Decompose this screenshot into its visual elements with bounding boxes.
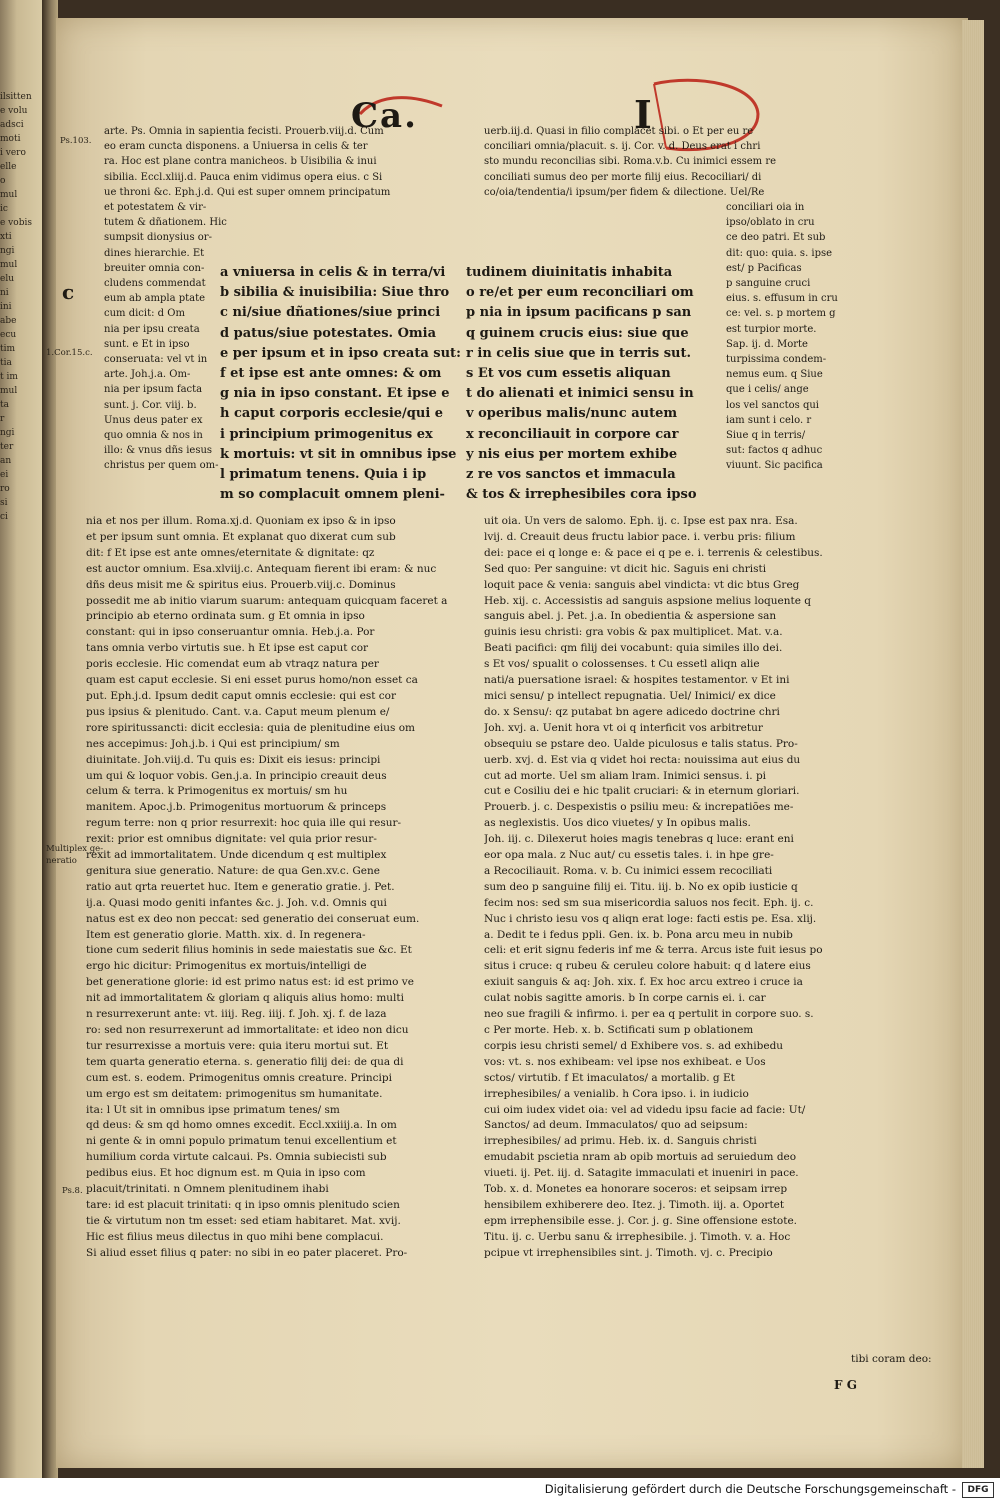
gloss-line: epm irrephensibile esse. j. Cor. j. g. Sine offensione estote.	[484, 1214, 797, 1227]
gloss-line: ratio aut qrta reuertet huc. Item e generatio gratie. j. Pet.	[86, 880, 395, 893]
gloss-line: Sap. ij. d. Morte	[726, 338, 808, 350]
left-page-line: tia	[0, 358, 12, 368]
left-page-line: t im	[0, 372, 18, 382]
left-page-line: tim	[0, 344, 16, 354]
gloss-line: genitura siue generatio. Nature: de qua Gen.xv.c. Gene	[86, 864, 380, 877]
scripture-line: k mortuis: vt sit in omnibus ipse	[220, 446, 457, 462]
gloss-line: sunt. e Et in ipso	[104, 338, 190, 350]
left-page-text	[0, 90, 42, 524]
gloss-line: conseruata: vel vt in	[104, 354, 208, 366]
gloss-line: poris ecclesie. Hic comendat eum ab vtraqz natura per	[86, 658, 379, 671]
gloss-line: sumpsit dionysius or-	[104, 232, 212, 244]
gloss-line: sctos/ virtutib. f Et imaculatos/ a mortalib. g Et	[484, 1071, 735, 1084]
gloss-line: Joh. iij. c. Dilexerut hoies magis tenebras q luce: erant eni	[484, 833, 794, 846]
gloss-line: fecim nos: sed sm sua misericordia saluos nos fecit. Eph. ij. c.	[484, 896, 814, 909]
gloss-line: ce deo patri. Et sub	[726, 232, 826, 244]
scripture-line: z re vos sanctos et immacula	[466, 467, 676, 483]
page-edges	[962, 20, 984, 1468]
gloss-line: christus per quem om-	[104, 460, 219, 472]
gloss-line: possedit me ab initio viarum suarum: antequam quicquam faceret a	[86, 594, 448, 607]
scripture-line: g nia in ipso constant. Et ipse e	[220, 386, 450, 402]
gloss-line: regum terre: non q prior resurrexit: hoc quia ille qui resur-	[86, 817, 402, 830]
gloss-line: sibilia. Eccl.xliij.d. Pauca enim vidimus opera eius. c Si	[104, 171, 383, 183]
scripture-line: b sibilia & inuisibilia: Siue thro	[220, 285, 450, 301]
left-page-line: si	[0, 498, 8, 508]
left-page-line: elu	[0, 274, 15, 284]
gloss-line: est turpior morte.	[726, 323, 817, 335]
gloss-line: dñs deus misit me & spiritus eius. Prouerb.viij.c. Dominus	[86, 578, 396, 591]
gloss-line: Beati pacifici: qm filij dei vocabunt: quia similes illo dei.	[484, 642, 783, 655]
scripture-line: f et ipse est ante omnes: & om	[220, 366, 442, 382]
gloss-line: sanguis abel. j. Pet. j.a. In obedientia & aspersione san	[484, 610, 777, 623]
gloss-line: tutem & dñationem. Hic	[104, 217, 227, 229]
gloss-line: cut ad morte. Uel sm aliam lram. Inimici sensus. i. pi	[484, 769, 767, 782]
gloss-line: neo sue fragili & infirmo. i. per ea q pertulit in corpore suo. s.	[484, 1008, 814, 1021]
left-page-line: ta	[0, 400, 9, 410]
gloss-line: conciliari omnia/placuit. s. ij. Cor. v. d. Deus erat i chri	[484, 141, 761, 153]
gloss-line: et potestatem & vir-	[104, 202, 207, 214]
gloss-line: tione cum sederit filius hominis in sede maiestatis sue &c. Et	[86, 944, 412, 957]
book-page	[46, 18, 968, 1468]
left-page-line: o	[0, 176, 6, 186]
scripture-line: a vniuersa in celis & in terra/vi	[220, 265, 446, 280]
left-page-line: ro	[0, 484, 10, 494]
scripture-line: d patus/siue potestates. Omia	[220, 325, 437, 341]
gloss-line: corpis iesu christi semel/ d Exhibere vos. s. ad exhibedu	[484, 1039, 784, 1052]
scripture-line: v operibus malis/nunc autem	[466, 406, 678, 422]
gloss-line: guinis iesu christi: gra vobis & pax multiplicet. Mat. v.a.	[484, 626, 783, 639]
gloss-line: viueti. ij. Pet. iij. d. Satagite immaculati et inueniri in pace.	[484, 1167, 799, 1180]
left-page-line: r	[0, 414, 5, 424]
gloss-line: breuiter omnia con-	[104, 262, 205, 274]
gloss-line: cludens commendat	[104, 278, 206, 290]
gloss-line: eo eram cuncta disponens. a Uniuersa in celis & ter	[104, 141, 368, 153]
gloss-line: vos: vt. s. nos exhibeam: vel ipse nos exhibeat. e Uos	[484, 1055, 766, 1068]
gloss-line: celi: et erit signu federis inf me & terra. Arcus iste fuit iesus po	[484, 944, 823, 957]
gloss-line: illo: & vnus dñs iesus	[104, 445, 213, 457]
gloss-line: Unus deus pater ex	[104, 414, 203, 426]
left-page-line: xti	[0, 232, 12, 242]
gloss-line: co/oia/tendentia/i ipsum/per fidem & dilectione. Uel/Re	[484, 186, 765, 198]
gloss-line: bet generatione glorie: id est primo natus est: id est primo ve	[86, 976, 414, 989]
gloss-line: Nuc i christo iesu vos q aliqn erat loge: facti estis pe. Esa. xlij.	[484, 912, 817, 925]
gloss-line: quam est caput ecclesie. Si eni esset purus homo/non esset ca	[86, 674, 418, 687]
gloss-line: principio ab eterno ordinata sum. g Et omnia in ipso	[86, 610, 365, 623]
gloss-line: arte. Ps. Omnia in sapientia fecisti. Prouerb.viij.d. Cum	[104, 126, 384, 137]
gloss-line: que i celis/ ange	[726, 384, 809, 396]
left-page-line: ter	[0, 442, 14, 452]
scripture-line: c ni/siue dñationes/siue princi	[220, 305, 441, 321]
gloss-line: culat nobis sagitte amoris. b In corpe carnis ei. i. car	[484, 992, 766, 1005]
gloss-line: c Per morte. Heb. x. b. Sctificati sum p oblationem	[484, 1024, 754, 1036]
gloss-line: qd deus: & sm qd homo omnes excedit. Eccl.xxiiij.a. In om	[86, 1119, 397, 1132]
gloss-line: los vel sanctos qui	[726, 399, 819, 411]
gloss-line: turpissima condem-	[726, 354, 827, 366]
margin-note-corinthians: 1.Cor.15.c.	[46, 348, 93, 358]
left-page-line: ic	[0, 204, 8, 214]
gloss-line: ergo hic dicitur: Primogenitus ex mortuis/intelligi de	[86, 960, 367, 973]
gloss-line: cui oim iudex videt oia: vel ad videdu ipsu facie ad facie: Ut/	[484, 1103, 806, 1116]
gloss-line: constant: qui in ipso conseruantur omnia. Heb.j.a. Por	[86, 626, 375, 639]
gloss-line: arte. Joh.j.a. Om-	[104, 369, 191, 381]
gloss-line: uerb.iij.d. Quasi in filio complacet sibi. o Et per eu re	[484, 126, 754, 137]
gloss-line: dit: f Et ipse est ante omnes/eternitate & dignitate: qz	[86, 546, 375, 559]
gloss-line: ce: vel. s. p mortem g	[726, 308, 836, 320]
margin-note-generatio: neratio	[46, 856, 77, 866]
gloss-line: natus est ex deo non peccat: sed generatio dei conseruat eum.	[86, 912, 420, 925]
left-page-line: ngi	[0, 428, 15, 438]
gloss-line: ra. Hoc est plane contra manicheos. b Uisibilia & inui	[104, 156, 377, 168]
left-page-line: e volu	[0, 106, 28, 116]
left-page-line: ni	[0, 288, 9, 298]
left-gloss-bottom	[86, 514, 516, 1262]
gloss-line: manitem. Apoc.j.b. Primogenitus mortuorum & princeps	[86, 801, 387, 814]
footer-bar	[0, 1478, 1000, 1501]
last-line-tail: tibi coram deo:	[851, 1353, 932, 1365]
gloss-line: a. Dedit te i fedus ppli. Gen. ix. b. Pona arcu meu in nubib	[484, 928, 793, 941]
left-page-line: i vero	[0, 148, 26, 158]
gloss-line: exiuit sanguis & aq: Joh. xix. f. Ex hoc arcu extreo i cruce ia	[484, 976, 803, 989]
gloss-line: obsequiu se pstare deo. Ualde piculosus e talis status. Pro-	[484, 737, 798, 750]
gloss-line: ni gente & in omni populo primatum tenui excellentium et	[86, 1135, 397, 1148]
gloss-line: irrephesibiles/ ad primu. Heb. ix. d. Sanguis christi	[484, 1135, 757, 1148]
left-page-line: elle	[0, 162, 17, 172]
gloss-line: eum ab ampla ptate	[104, 293, 206, 305]
scripture-line: r in celis siue que in terris sut.	[466, 345, 692, 361]
gloss-line: ita: l Ut sit in omnibus ipse primatum tenes/ sm	[86, 1103, 340, 1116]
scripture-line: l primatum tenens. Quia i ip	[220, 467, 427, 483]
right-gloss-top	[484, 124, 954, 200]
scripture-line: s Et vos cum essetis aliquan	[466, 366, 671, 382]
gloss-line: est/ p Pacificas	[726, 262, 802, 274]
gloss-line: ipso/oblato in cru	[726, 217, 815, 229]
gloss-line: nia et nos per illum. Roma.xj.d. Quoniam ex ipso & in ipso	[86, 515, 396, 527]
gloss-line: sunt. j. Cor. viij. b.	[104, 399, 197, 411]
gloss-line: rexit: prior est omnibus dignitate: vel quia prior resur-	[86, 833, 377, 846]
left-page-fragment	[0, 0, 42, 1478]
margin-note-psalm: Ps.103.	[60, 136, 92, 146]
gloss-line: nia per ipsum facta	[104, 384, 203, 396]
gloss-line: humilium corda virtute calcaui. Ps. Omnia subiecisti sub	[86, 1151, 387, 1164]
right-gloss-side	[726, 200, 861, 474]
scripture-line: o re/et per eum reconciliari om	[466, 285, 694, 301]
gloss-line: et per ipsum sunt omnia. Et explanat quo dixerat cum sub	[86, 530, 396, 543]
chapter-number: I	[634, 92, 652, 137]
gloss-line: Sed quo: Per sanguine: vt dicit hic. Saguis eni christi	[484, 562, 767, 575]
left-page-line: adsci	[0, 120, 24, 130]
gloss-line: uit oia. Un vers de salomo. Eph. ij. c. Ipse est pax nra. Esa.	[484, 515, 798, 527]
left-page-line: ci	[0, 512, 8, 522]
gloss-line: dit: quo: quia. s. ipse	[726, 247, 833, 259]
gloss-line: do. x Sensu/: qz putabat bn agere adicedo doctrine chri	[484, 705, 780, 718]
left-page-line: ei	[0, 470, 9, 480]
footer-credit: Digitalisierung gefördert durch die Deutsche Forschungsgemeinschaft -	[544, 1482, 956, 1496]
left-page-line: an	[0, 456, 12, 466]
gloss-line: a Recociliauit. Roma. v. b. Cu inimici essem recociliati	[484, 864, 773, 877]
scripture-line: q guinem crucis eius: siue que	[466, 325, 689, 341]
gloss-line: est auctor omnium. Esa.xlviij.c. Antequam fierent ibi eram: & nuc	[86, 562, 437, 575]
left-page-line: moti	[0, 134, 21, 144]
left-page-line: ecu	[0, 330, 17, 340]
gloss-line: dei: pace ei q longe e: & pace ei q pe e. i. terrenis & celestibus.	[484, 546, 823, 559]
scripture-line: m so complacuit omnem pleni-	[220, 487, 445, 503]
scripture-line: i principium primogenitus ex	[220, 426, 433, 442]
dfg-logo: DFG	[962, 1482, 994, 1498]
gloss-line: Titu. ij. c. Uerbu sanu & irrephesibile. j. Timoth. v. a. Hoc	[484, 1230, 791, 1243]
gloss-line: ij.a. Quasi modo geniti infantes &c. j. Joh. v.d. Omnis qui	[86, 896, 387, 909]
signature-mark: F G	[834, 1378, 857, 1392]
gloss-line: Siue q in terris/	[726, 430, 806, 442]
margin-note-multiplex: Multiplex ge-	[46, 844, 104, 854]
gloss-line: diuinitate. Joh.viij.d. Tu quis es: Dixit eis iesus: principi	[86, 753, 381, 766]
margin-letter-c: c	[62, 280, 75, 304]
gloss-line: nia per ipsu creata	[104, 323, 200, 335]
gloss-line: Prouerb. j. c. Despexistis o psiliu meu: & increpatiões me-	[484, 801, 794, 814]
gloss-line: um ergo est sm deitatem: primogenitus sm humanitate.	[86, 1087, 383, 1100]
gloss-line: lvij. d. Creauit deus fructu labior pace. i. verbu pris: filium	[484, 530, 796, 543]
left-page-line: ngi	[0, 246, 15, 256]
gloss-line: irrephesibiles/ a venialib. h Cora ipso. i. in iudicio	[484, 1087, 749, 1100]
gloss-line: tem quarta generatio eterna. s. generatio filij dei: de qua di	[86, 1055, 404, 1068]
gloss-line: placuit/trinitati. n Omnem plenitudinem ihabi	[86, 1183, 329, 1196]
gloss-line: nit ad immortalitatem & gloriam q aliquis alius homo: multi	[86, 992, 404, 1005]
gloss-line: rore spiritussancti: dicit ecclesia: quia de plenitudine eius om	[86, 721, 416, 734]
left-page-line: mul	[0, 386, 18, 396]
scripture-line: y nis eius per mortem exhibe	[466, 446, 678, 462]
gloss-line: uerb. xvj. d. Est via q videt hoi recta: nouissima aut eius du	[484, 753, 801, 766]
left-page-line: e vobis	[0, 218, 32, 228]
scripture-line: tudinem diuinitatis inhabita	[466, 265, 673, 280]
left-page-line: mul	[0, 190, 18, 200]
scripture-line: h caput corporis ecclesie/qui e	[220, 406, 444, 422]
gloss-line: quo omnia & nos in	[104, 430, 203, 442]
gloss-line: s Et vos/ spualit o colossenses. t Cu essetl aliqn alie	[484, 658, 760, 671]
gloss-line: conciliari oia in	[726, 202, 805, 213]
gloss-line: tur resurrexisse a mortuis vere: quia iteru mortui sut. Et	[86, 1039, 389, 1052]
gloss-line: sto mundu reconcilias sibi. Roma.v.b. Cu inimici essem re	[484, 156, 777, 168]
gloss-line: Si aliud esset filius q pater: no sibi in eo pater placeret. Pro-	[86, 1246, 408, 1259]
scripture-line: & tos & irrephesibiles cora ipso	[466, 487, 697, 503]
left-page-line: ini	[0, 302, 12, 312]
gloss-line: cut e Cosiliu dei e hic tpalit cruciari: & in eternum gloriari.	[484, 785, 800, 798]
scripture-line: t do alienati et inimici sensu in	[466, 386, 694, 402]
gloss-line: put. Eph.j.d. Ipsum dedit caput omnis ecclesie: qui est cor	[86, 689, 396, 702]
gloss-line: Sanctos/ ad deum. Immaculatos/ quo ad seipsum:	[484, 1119, 748, 1132]
gloss-line: Joh. xvj. a. Uenit hora vt oi q interficit vos arbitretur	[484, 721, 763, 734]
gloss-line: Hic est filius meus dilectus in quo mihi bene complacui.	[86, 1230, 384, 1243]
left-page-line: ilsitten	[0, 92, 32, 102]
left-page-line: abe	[0, 316, 17, 326]
gloss-line: pcipue vt irrephensibiles sint. j. Timoth. vj. c. Precipio	[484, 1246, 773, 1259]
gloss-line: conciliati sumus deo per morte filij eius. Recociliari/ di	[484, 171, 762, 183]
gloss-line: pus ipsius & plenitudo. Cant. v.a. Caput meum plenum e/	[86, 705, 390, 718]
gloss-line: Heb. xij. c. Accessistis ad sanguis aspsione melius loquente q	[484, 594, 811, 607]
gloss-line: rexit ad immortalitatem. Unde dicendum q est multiplex	[86, 849, 387, 862]
gloss-line: dines hierarchie. Et	[104, 247, 205, 259]
scripture-line: p nia in ipsum pacificans p san	[466, 305, 692, 321]
left-page-line: mul	[0, 260, 18, 270]
gloss-line: as neglexistis. Uos dico viuetes/ y In opibus malis.	[484, 817, 751, 830]
gloss-line: viuunt. Sic pacifica	[726, 460, 823, 472]
gloss-line: mici sensu/ p intellect repugnatia. Uel/ Inimici/ ex dice	[484, 689, 776, 702]
running-head: Ca.	[351, 96, 418, 136]
gloss-line: nati/a puersatione israel: & hospites testamentor. v Et ini	[484, 674, 790, 687]
gloss-line: Item est generatio glorie. Matth. xix. d. In regenera-	[86, 928, 366, 941]
gloss-line: pedibus eius. Et hoc dignum est. m Quia in ipso com	[86, 1167, 366, 1180]
scripture-line: x reconciliauit in corpore car	[466, 426, 679, 442]
gloss-line: ro: sed non resurrexerunt ad immortalitate: et ideo non dicu	[86, 1024, 409, 1036]
gloss-line: sut: factos q adhuc	[726, 445, 823, 457]
gloss-line: cum dicit: d Om	[104, 308, 185, 320]
gloss-line: tie & virtutum non tm esset: sed etiam habitaret. Mat. xvij.	[86, 1214, 401, 1227]
gloss-line: situs i cruce: q rubeu & ceruleu colore habuit: q d latere eius	[484, 960, 811, 973]
gloss-line: Tob. x. d. Monetes ea honorare soceros: et seipsam irrep	[484, 1183, 788, 1196]
gloss-line: sum deo p sanguine filij ei. Titu. iij. b. No ex opib iusticie q	[484, 880, 798, 893]
main-text-right	[466, 263, 716, 505]
gloss-line: tans omnia verbo virtutis sue. h Et ipse est caput cor	[86, 642, 369, 655]
gloss-line: nemus eum. q Siue	[726, 369, 823, 381]
margin-note-psalm-8: Ps.8.	[62, 1186, 83, 1196]
scripture-line: e per ipsum et in ipso creata sut:	[220, 345, 461, 361]
gloss-line: um qui & loquor vobis. Gen.j.a. In principio creauit deus	[86, 769, 387, 782]
gloss-line: cum est. s. eodem. Primogenitus omnis creature. Principi	[86, 1071, 392, 1084]
gloss-line: loquit pace & venia: sanguis abel vindicta: vt dic btus Greg	[484, 578, 800, 591]
gloss-line: tare: id est placuit trinitati: q in ipso omnis plenitudo scien	[86, 1198, 400, 1211]
gloss-line: n resurrexerunt ante: vt. iiij. Reg. iiij. f. Joh. xj. f. de laza	[86, 1008, 387, 1021]
gloss-line: iam sunt i celo. r	[726, 414, 812, 426]
gloss-line: eius. s. effusum in cru	[726, 293, 838, 305]
gloss-line: hensibilem exhiberere deo. Itez. j. Timoth. iij. a. Oportet	[484, 1198, 785, 1211]
gloss-line: eor opa mala. z Nuc aut/ cu essetis tales. i. in hpe gre-	[484, 849, 774, 862]
gloss-line: ue throni &c. Eph.j.d. Qui est super omnem principatum	[104, 186, 391, 198]
gloss-line: nes accepimus: Joh.j.b. i Qui est principium/ sm	[86, 737, 340, 750]
gloss-line: celum & terra. k Primogenitus ex mortuis/ sm hu	[86, 785, 348, 798]
gloss-line: p sanguine cruci	[726, 278, 811, 290]
gloss-line: emudabit pscietia nram ab opib mortuis ad seruiedum deo	[484, 1151, 797, 1164]
right-gloss-bottom	[484, 514, 914, 1262]
